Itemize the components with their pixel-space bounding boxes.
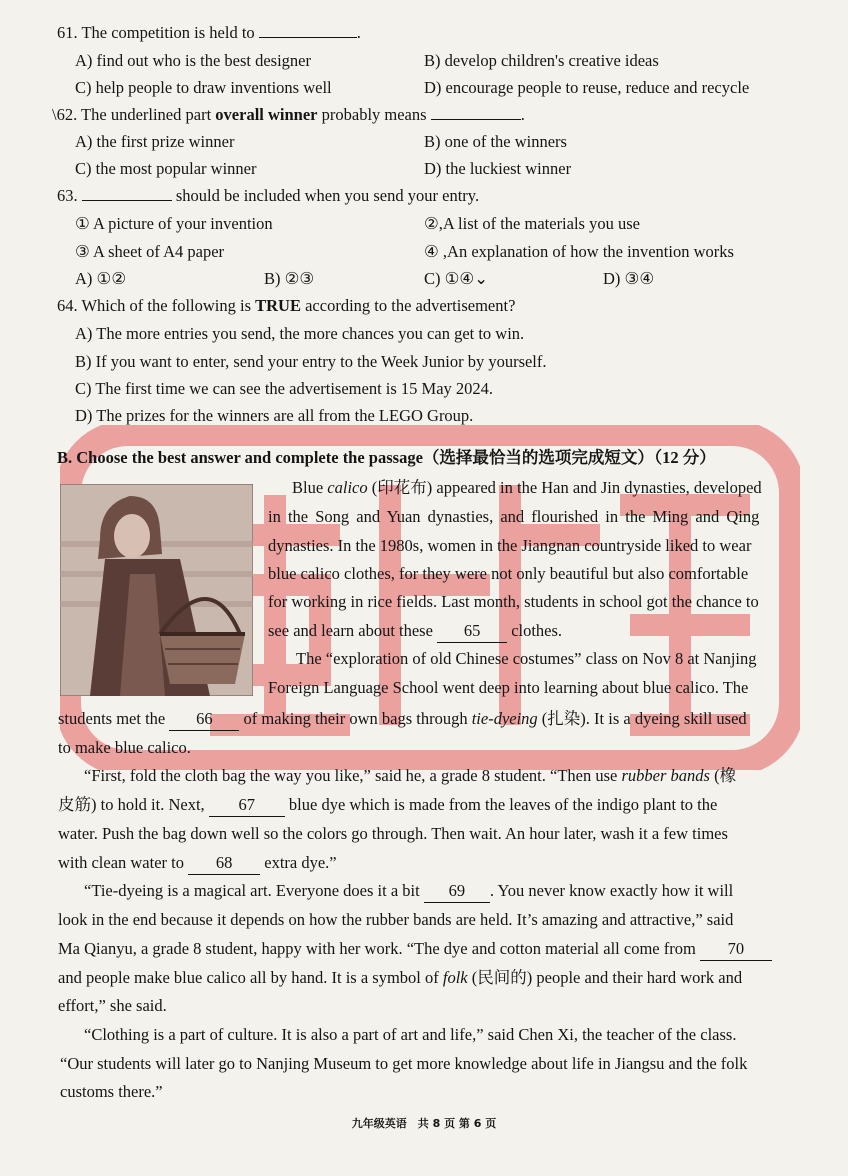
blank-70: 70 bbox=[700, 938, 772, 961]
q61-stem-line: 61. The competition is held to . bbox=[57, 23, 361, 42]
q64-option-d: D) The prizes for the winners are all from the LEGO Group. bbox=[75, 406, 474, 425]
passage-p1-line3: dynasties. In the 1980s, women in the Jiangnan countryside liked to wear bbox=[268, 536, 752, 555]
passage-p3-line3: water. Push the bag down well so the colors go through. Then wait. An hour later, wash it a few times bbox=[58, 824, 728, 843]
q63-blank bbox=[82, 200, 172, 201]
q63-option-a: A) ①② bbox=[75, 269, 127, 288]
q61-stem: 61. The competition is held to bbox=[57, 23, 255, 42]
blank-66: 66 bbox=[169, 708, 239, 731]
q61-option-d: D) encourage people to reuse, reduce and recycle bbox=[424, 78, 750, 97]
q63-option-b: B) ②③ bbox=[264, 269, 315, 288]
page-footer: 九年级英语 共 8 页 第 6 页 bbox=[351, 1117, 497, 1130]
section-b-heading: B. Choose the best answer and complete the passage（选择最恰当的选项完成短文）（12 分） bbox=[57, 448, 716, 467]
passage-p1-line5: for working in rice fields. Last month, students in school got the chance to bbox=[268, 592, 759, 611]
passage-p3-line4: with clean water to 68 extra dye.” bbox=[58, 852, 337, 875]
passage-p1-line1: Blue calico (印花布) appeared in the Han and Jin dynasties, developed bbox=[292, 478, 762, 497]
passage-p4-line2: look in the end because it depends on how the rubber bands are held. It’s amazing and attractive,” said bbox=[58, 910, 734, 929]
q64-stem-line: 64. Which of the following is TRUE according to the advertisement? bbox=[57, 296, 516, 315]
q61-blank bbox=[259, 37, 357, 38]
passage-p5-line1: “Clothing is a part of culture. It is also a part of art and life,” said Chen Xi, the teacher of the class. bbox=[84, 1025, 737, 1044]
blank-69: 69 bbox=[424, 880, 490, 903]
passage-p4-line5: effort,” she said. bbox=[58, 996, 167, 1015]
q62-option-c: C) the most popular winner bbox=[75, 159, 257, 178]
q64-option-b: B) If you want to enter, send your entry to the Week Junior by yourself. bbox=[75, 352, 547, 371]
blank-65: 65 bbox=[437, 620, 507, 643]
q63-item-2: ②,A list of the materials you use bbox=[424, 214, 640, 233]
blank-68: 68 bbox=[188, 852, 260, 875]
q64-option-a: A) The more entries you send, the more chances you can get to win. bbox=[75, 324, 525, 343]
q61-option-c: C) help people to draw inventions well bbox=[75, 78, 332, 97]
passage-p3-line1: “First, fold the cloth bag the way you like,” said he, a grade 8 student. “Then use rubber bands (橡 bbox=[84, 766, 737, 785]
q62-underlined-term: overall winner bbox=[215, 105, 318, 124]
q63-option-c: C) ①④⌄ bbox=[424, 269, 489, 288]
blank-67: 67 bbox=[209, 794, 285, 817]
passage-p4-line4: and people make blue calico all by hand. It is a symbol of folk (民间的) people and their hard work and bbox=[58, 968, 743, 987]
passage-p1-line4: blue calico clothes, for they were not only beautiful but also comfortable bbox=[268, 564, 749, 583]
q63-item-1: ① A picture of your invention bbox=[75, 214, 273, 233]
q64-option-c: C) The first time we can see the advertisement is 15 May 2024. bbox=[75, 379, 494, 398]
passage-p2-line4: to make blue calico. bbox=[58, 738, 191, 757]
q62-stem-line: \62. The underlined part overall winner probably means . bbox=[52, 105, 525, 124]
passage-p1-line2: in the Song and Yuan dynasties, and flourished in the Ming and Qing bbox=[268, 507, 760, 526]
q63-option-d: D) ③④ bbox=[603, 269, 655, 288]
passage-p4-line1: “Tie-dyeing is a magical art. Everyone does it a bit 69 . You never know exactly how it will bbox=[84, 880, 733, 903]
woman-with-basket-illustration bbox=[60, 484, 253, 696]
term-rubber-bands: rubber bands bbox=[621, 766, 710, 785]
term-folk: folk bbox=[442, 968, 468, 987]
q63-item-3: ③ A sheet of A4 paper bbox=[75, 242, 225, 261]
q62-pen-mark: \ bbox=[52, 105, 57, 124]
passage-p5-line2: “Our students will later go to Nanjing Museum to get more knowledge about life in Jiangsu and the folk bbox=[60, 1054, 748, 1073]
q61-option-a: A) find out who is the best designer bbox=[75, 51, 312, 70]
passage-p2-line2: Foreign Language School went deep into learning about blue calico. The bbox=[268, 678, 749, 697]
passage-p5-line3: customs there.” bbox=[60, 1082, 163, 1101]
q63-stem-line: 63. should be included when you send your entry. bbox=[57, 186, 480, 205]
q61-option-b: B) develop children's creative ideas bbox=[424, 51, 659, 70]
term-calico: calico bbox=[327, 478, 368, 497]
passage-p2-line3: students met the 66 of making their own bags through tie-dyeing (扎染). It is a dyeing skill used bbox=[58, 708, 747, 731]
term-tie-dyeing: tie-dyeing bbox=[471, 709, 538, 728]
q64-true-keyword: TRUE bbox=[255, 296, 301, 315]
q63-item-4: ④ ,An explanation of how the invention works bbox=[424, 242, 734, 261]
passage-p4-line3: Ma Qianyu, a grade 8 student, happy with her work. “The dye and cotton material all come from 70 bbox=[58, 938, 772, 961]
q62-option-b: B) one of the winners bbox=[424, 132, 567, 151]
passage-p3-line2: 皮筋) to hold it. Next, 67 blue dye which is made from the leaves of the indigo plant to the bbox=[58, 794, 717, 817]
passage-p2-line1: The “exploration of old Chinese costumes” class on Nov 8 at Nanjing bbox=[296, 649, 757, 668]
q62-option-a: A) the first prize winner bbox=[75, 132, 235, 151]
q62-blank bbox=[431, 119, 521, 120]
passage-p1-line6: see and learn about these 65 clothes. bbox=[268, 620, 562, 643]
q62-option-d: D) the luckiest winner bbox=[424, 159, 572, 178]
